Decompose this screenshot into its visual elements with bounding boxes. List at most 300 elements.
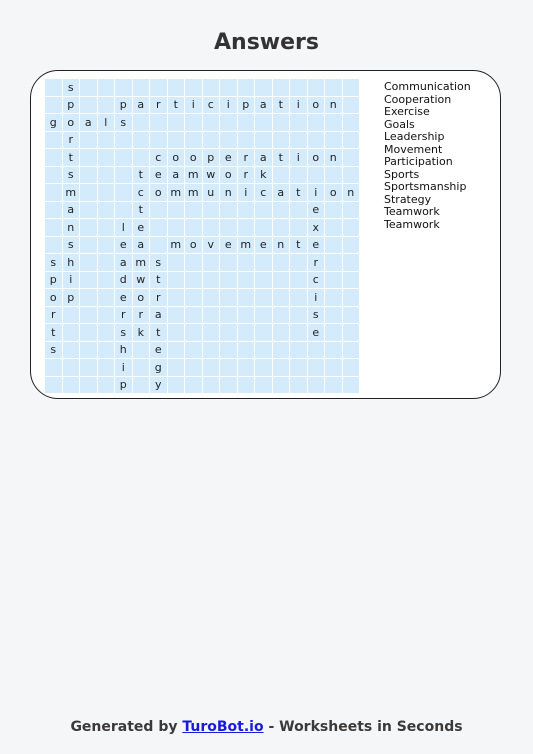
grid-cell: [220, 342, 237, 359]
grid-cell: [290, 307, 307, 324]
grid-cell: p: [45, 272, 62, 289]
grid-cell: m: [185, 184, 202, 201]
grid-cell: [185, 219, 202, 236]
grid-cell: [45, 237, 62, 254]
grid-cell: e: [308, 237, 325, 254]
grid-cell: t: [150, 324, 167, 341]
grid-cell: [150, 202, 167, 219]
grid-cell: [203, 324, 220, 341]
grid-cell: [98, 289, 115, 306]
grid-cell: [220, 79, 237, 96]
grid-cell: [325, 237, 342, 254]
grid-cell: [185, 342, 202, 359]
grid-cell: [45, 97, 62, 114]
grid-cell: e: [308, 324, 325, 341]
grid-cell: s: [115, 324, 132, 341]
grid-cell: [80, 272, 97, 289]
grid-cell: [80, 289, 97, 306]
grid-cell: i: [308, 289, 325, 306]
grid-cell: [290, 289, 307, 306]
grid-cell: n: [325, 149, 342, 166]
grid-cell: r: [133, 307, 150, 324]
grid-cell: [203, 272, 220, 289]
grid-cell: [203, 377, 220, 394]
grid-cell: m: [168, 184, 185, 201]
grid-cell: e: [308, 202, 325, 219]
footer-prefix: Generated by: [70, 719, 178, 735]
grid-cell: [133, 359, 150, 376]
grid-cell: n: [220, 184, 237, 201]
grid-cell: [203, 254, 220, 271]
grid-cell: [325, 377, 342, 394]
grid-cell: s: [115, 114, 132, 131]
grid-cell: [343, 324, 360, 341]
word-list-item: Exercise: [384, 105, 430, 118]
grid-cell: [325, 359, 342, 376]
grid-cell: i: [290, 97, 307, 114]
grid-cell: [255, 307, 272, 324]
grid-cell: [325, 254, 342, 271]
grid-cell: [98, 272, 115, 289]
grid-cell: p: [115, 377, 132, 394]
word-list: [384, 81, 471, 231]
grid-cell: [255, 114, 272, 131]
grid-cell: a: [255, 97, 272, 114]
grid-cell: [168, 202, 185, 219]
grid-cell: [168, 307, 185, 324]
grid-cell: r: [308, 254, 325, 271]
grid-cell: [133, 114, 150, 131]
grid-cell: [238, 219, 255, 236]
grid-cell: [343, 289, 360, 306]
grid-cell: s: [63, 79, 80, 96]
grid-cell: [273, 219, 290, 236]
grid-cell: [238, 79, 255, 96]
grid-cell: [220, 359, 237, 376]
grid-cell: [238, 377, 255, 394]
grid-cell: [98, 202, 115, 219]
grid-cell: m: [63, 184, 80, 201]
grid-cell: o: [325, 184, 342, 201]
word-list-item: Leadership: [384, 130, 445, 143]
grid-cell: [343, 377, 360, 394]
grid-cell: [273, 289, 290, 306]
grid-cell: t: [63, 149, 80, 166]
grid-cell: [343, 149, 360, 166]
grid-cell: [168, 359, 185, 376]
grid-cell: [185, 272, 202, 289]
grid-cell: m: [133, 254, 150, 271]
grid-cell: [273, 132, 290, 149]
grid-cell: r: [150, 289, 167, 306]
grid-cell: [308, 114, 325, 131]
grid-cell: [343, 97, 360, 114]
word-list-item: Participation: [384, 155, 453, 168]
grid-cell: [45, 377, 62, 394]
grid-cell: i: [185, 97, 202, 114]
word-list-item: Goals: [384, 117, 415, 131]
grid-cell: [168, 289, 185, 306]
grid-cell: [98, 307, 115, 324]
grid-cell: [255, 132, 272, 149]
grid-cell: [45, 202, 62, 219]
grid-cell: [290, 272, 307, 289]
grid-cell: [343, 167, 360, 184]
grid-cell: [238, 272, 255, 289]
grid-cell: [308, 377, 325, 394]
grid-cell: a: [80, 114, 97, 131]
grid-cell: [308, 167, 325, 184]
grid-cell: [98, 97, 115, 114]
grid-cell: [45, 79, 62, 96]
grid-cell: r: [63, 132, 80, 149]
grid-cell: [325, 202, 342, 219]
grid-cell: [343, 202, 360, 219]
grid-cell: p: [203, 149, 220, 166]
grid-cell: [150, 114, 167, 131]
grid-cell: s: [45, 254, 62, 271]
grid-cell: [203, 219, 220, 236]
grid-cell: o: [185, 237, 202, 254]
grid-cell: [325, 132, 342, 149]
grid-cell: e: [255, 237, 272, 254]
grid-cell: [238, 132, 255, 149]
grid-cell: [80, 132, 97, 149]
grid-cell: [255, 377, 272, 394]
word-list-item: Communication: [384, 80, 471, 93]
grid-cell: x: [308, 219, 325, 236]
grid-cell: [98, 359, 115, 376]
grid-cell: [98, 132, 115, 149]
grid-cell: [238, 202, 255, 219]
grid-cell: [220, 324, 237, 341]
grid-cell: [80, 79, 97, 96]
grid-cell: d: [115, 272, 132, 289]
grid-cell: [63, 359, 80, 376]
grid-cell: [185, 324, 202, 341]
grid-cell: [80, 359, 97, 376]
grid-cell: [325, 272, 342, 289]
grid-cell: t: [133, 202, 150, 219]
grid-cell: i: [220, 97, 237, 114]
grid-cell: [98, 149, 115, 166]
grid-cell: [255, 324, 272, 341]
grid-cell: [45, 149, 62, 166]
grid-cell: [290, 359, 307, 376]
grid-cell: c: [133, 184, 150, 201]
grid-cell: [290, 219, 307, 236]
grid-cell: [115, 132, 132, 149]
grid-cell: [80, 219, 97, 236]
grid-cell: [273, 114, 290, 131]
grid-cell: [325, 167, 342, 184]
grid-cell: [80, 307, 97, 324]
grid-cell: [255, 219, 272, 236]
grid-cell: [203, 114, 220, 131]
page-title: Answers: [214, 30, 319, 55]
grid-cell: [150, 219, 167, 236]
grid-cell: o: [150, 184, 167, 201]
grid-cell: [343, 254, 360, 271]
grid-cell: o: [45, 289, 62, 306]
grid-cell: [273, 342, 290, 359]
grid-cell: [80, 149, 97, 166]
grid-cell: p: [115, 97, 132, 114]
grid-cell: a: [168, 167, 185, 184]
grid-cell: [98, 324, 115, 341]
grid-cell: [45, 219, 62, 236]
grid-cell: [133, 377, 150, 394]
grid-cell: s: [308, 307, 325, 324]
grid-cell: [325, 114, 342, 131]
grid-cell: g: [45, 114, 62, 131]
grid-cell: s: [63, 167, 80, 184]
grid-cell: m: [185, 167, 202, 184]
grid-cell: [63, 342, 80, 359]
grid-cell: [133, 342, 150, 359]
grid-cell: [45, 184, 62, 201]
grid-cell: [343, 114, 360, 131]
grid-cell: [168, 324, 185, 341]
grid-cell: [150, 237, 167, 254]
grid-cell: [45, 132, 62, 149]
grid-cell: [98, 254, 115, 271]
grid-cell: [80, 324, 97, 341]
grid-cell: [325, 324, 342, 341]
grid-cell: n: [63, 219, 80, 236]
grid-cell: p: [63, 289, 80, 306]
grid-cell: r: [115, 307, 132, 324]
grid-cell: p: [238, 97, 255, 114]
grid-cell: [80, 184, 97, 201]
grid-cell: [98, 167, 115, 184]
grid-cell: [80, 237, 97, 254]
grid-cell: t: [168, 97, 185, 114]
grid-cell: [185, 377, 202, 394]
grid-cell: h: [115, 342, 132, 359]
grid-cell: o: [308, 149, 325, 166]
grid-cell: [255, 202, 272, 219]
grid-cell: [273, 202, 290, 219]
grid-cell: [168, 342, 185, 359]
grid-cell: t: [290, 237, 307, 254]
grid-cell: [203, 342, 220, 359]
grid-cell: [238, 359, 255, 376]
grid-cell: c: [308, 272, 325, 289]
grid-cell: [98, 237, 115, 254]
word-list-item: Strategy: [384, 192, 432, 206]
grid-cell: n: [325, 97, 342, 114]
grid-cell: w: [133, 272, 150, 289]
grid-cell: [98, 377, 115, 394]
grid-cell: [290, 132, 307, 149]
grid-cell: s: [63, 237, 80, 254]
grid-cell: r: [238, 149, 255, 166]
grid-cell: [290, 324, 307, 341]
grid-cell: [203, 359, 220, 376]
grid-cell: [115, 79, 132, 96]
grid-cell: [238, 342, 255, 359]
answer-card: [30, 70, 501, 399]
grid-cell: i: [238, 184, 255, 201]
grid-cell: [273, 272, 290, 289]
grid-cell: [63, 324, 80, 341]
grid-cell: [168, 132, 185, 149]
grid-cell: n: [343, 184, 360, 201]
grid-cell: [185, 132, 202, 149]
grid-cell: t: [273, 97, 290, 114]
grid-cell: o: [168, 149, 185, 166]
grid-cell: [168, 219, 185, 236]
grid-cell: o: [133, 289, 150, 306]
grid-cell: a: [150, 307, 167, 324]
grid-cell: r: [150, 97, 167, 114]
grid-cell: a: [133, 97, 150, 114]
grid-cell: [238, 324, 255, 341]
grid-cell: [185, 289, 202, 306]
grid-cell: [238, 289, 255, 306]
grid-cell: [238, 114, 255, 131]
grid-cell: g: [150, 359, 167, 376]
grid-cell: [98, 79, 115, 96]
grid-cell: e: [115, 289, 132, 306]
grid-cell: [80, 342, 97, 359]
grid-cell: e: [115, 237, 132, 254]
grid-cell: [203, 289, 220, 306]
grid-cell: [308, 79, 325, 96]
grid-cell: [168, 377, 185, 394]
grid-cell: [98, 184, 115, 201]
grid-cell: [220, 202, 237, 219]
grid-cell: [325, 289, 342, 306]
grid-cell: [220, 272, 237, 289]
grid-cell: l: [115, 219, 132, 236]
grid-cell: t: [290, 184, 307, 201]
grid-cell: t: [150, 272, 167, 289]
turobot-link[interactable]: TuroBot.io: [182, 719, 264, 735]
grid-cell: [115, 149, 132, 166]
grid-cell: [185, 79, 202, 96]
grid-cell: [168, 114, 185, 131]
grid-cell: a: [255, 149, 272, 166]
grid-cell: [325, 79, 342, 96]
grid-cell: e: [220, 149, 237, 166]
grid-cell: h: [63, 254, 80, 271]
word-list-item: Movement: [384, 142, 443, 156]
grid-cell: [290, 377, 307, 394]
grid-cell: [185, 359, 202, 376]
grid-cell: a: [273, 184, 290, 201]
grid-cell: [238, 254, 255, 271]
grid-cell: [220, 307, 237, 324]
grid-cell: [80, 202, 97, 219]
grid-cell: [273, 79, 290, 96]
word-search-grid: [45, 79, 359, 393]
grid-cell: [63, 377, 80, 394]
footer-suffix: - Worksheets in Seconds: [268, 719, 463, 735]
grid-cell: a: [133, 237, 150, 254]
grid-cell: [255, 289, 272, 306]
grid-cell: a: [63, 202, 80, 219]
grid-cell: [203, 202, 220, 219]
grid-cell: i: [290, 149, 307, 166]
grid-cell: [45, 359, 62, 376]
grid-cell: [115, 202, 132, 219]
grid-cell: [308, 132, 325, 149]
grid-cell: e: [133, 219, 150, 236]
grid-cell: [273, 307, 290, 324]
grid-cell: k: [133, 324, 150, 341]
grid-cell: [220, 219, 237, 236]
grid-cell: [343, 272, 360, 289]
grid-cell: [343, 307, 360, 324]
grid-cell: [290, 202, 307, 219]
grid-cell: [290, 114, 307, 131]
grid-cell: [325, 307, 342, 324]
grid-cell: [80, 167, 97, 184]
grid-cell: [115, 184, 132, 201]
grid-cell: [290, 254, 307, 271]
grid-cell: [150, 132, 167, 149]
grid-cell: [185, 254, 202, 271]
word-list-item: Teamwork: [384, 217, 440, 231]
grid-cell: [343, 79, 360, 96]
grid-cell: [273, 359, 290, 376]
grid-cell: [63, 307, 80, 324]
grid-cell: w: [203, 167, 220, 184]
grid-cell: [98, 342, 115, 359]
grid-cell: y: [150, 377, 167, 394]
grid-cell: [273, 377, 290, 394]
grid-cell: [168, 79, 185, 96]
grid-cell: [273, 167, 290, 184]
grid-cell: [168, 254, 185, 271]
grid-cell: [325, 342, 342, 359]
grid-cell: s: [150, 254, 167, 271]
grid-cell: [238, 307, 255, 324]
grid-cell: [343, 359, 360, 376]
grid-cell: l: [98, 114, 115, 131]
grid-cell: [185, 114, 202, 131]
word-list-item: Teamwork: [384, 205, 440, 218]
grid-cell: [220, 114, 237, 131]
grid-cell: [343, 342, 360, 359]
grid-cell: v: [203, 237, 220, 254]
grid-cell: [203, 132, 220, 149]
grid-cell: n: [273, 237, 290, 254]
grid-cell: m: [238, 237, 255, 254]
word-list-item: Sports: [384, 167, 420, 181]
grid-cell: c: [150, 149, 167, 166]
grid-cell: e: [150, 342, 167, 359]
grid-cell: [220, 377, 237, 394]
grid-cell: [255, 272, 272, 289]
word-list-item: Cooperation: [384, 92, 452, 106]
grid-cell: [133, 79, 150, 96]
grid-cell: r: [238, 167, 255, 184]
grid-cell: m: [168, 237, 185, 254]
grid-cell: [115, 167, 132, 184]
grid-cell: o: [308, 97, 325, 114]
grid-cell: [185, 307, 202, 324]
grid-cell: [290, 167, 307, 184]
grid-cell: [220, 254, 237, 271]
grid-cell: c: [255, 184, 272, 201]
grid-cell: u: [203, 184, 220, 201]
grid-cell: s: [45, 342, 62, 359]
grid-cell: [220, 289, 237, 306]
grid-cell: [343, 237, 360, 254]
